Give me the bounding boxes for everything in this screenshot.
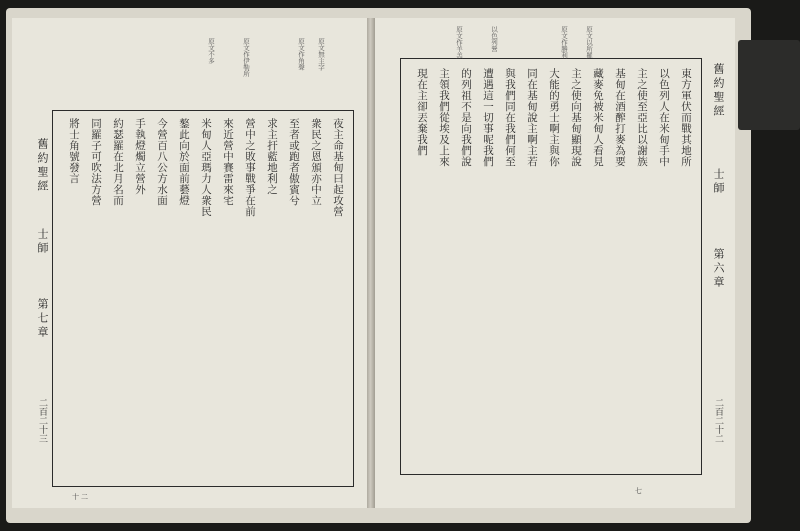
left-col-1: 夜主命基甸曰起攻營 — [332, 118, 344, 217]
left-footer: 十二 — [72, 493, 90, 501]
left-note-4: 原文不多 — [207, 38, 215, 64]
right-note-4: 原文作羊羔 — [455, 26, 463, 59]
left-folio: 二百二十三 — [37, 398, 47, 443]
right-col-12: 主領我們從埃及上來 — [438, 68, 450, 167]
left-note-3: 原文作伊勒所 — [242, 38, 250, 77]
right-folio: 二百二十二 — [713, 398, 723, 443]
left-col-11: 約瑟羅在北月名而 — [112, 118, 124, 206]
left-col-4: 求主扞藍地利之 — [266, 118, 278, 195]
left-note-2: 原文作角聲 — [297, 38, 305, 71]
right-col-10: 遭遇這一切事呢我們 — [482, 68, 494, 167]
left-col-12: 同羅子可吹法方營 — [90, 118, 102, 206]
right-note-3: 以色列營 — [490, 26, 498, 52]
right-book-name: 士師 — [712, 168, 725, 196]
right-col-6: 主之使向基甸顯現說 — [570, 68, 582, 167]
left-book-label: 舊約聖經 — [36, 138, 49, 194]
right-footer: 七 — [635, 487, 644, 495]
left-col-9: 今營百八公方水面 — [156, 118, 168, 206]
right-col-3: 主之使至亞比以謝族 — [636, 68, 648, 167]
right-col-11: 的列祖不是向我們說 — [460, 68, 472, 167]
left-col-2: 衆民之恩頒亦中立 — [310, 118, 322, 206]
right-note-1: 原文以所羅 — [585, 26, 593, 59]
left-col-13: 將士角號發言 — [68, 118, 80, 184]
right-col-8: 同在基甸說主啊主若 — [526, 68, 538, 167]
right-col-4: 基甸在酒醡打麥為要 — [614, 68, 626, 167]
right-page — [375, 18, 735, 508]
right-col-5: 藏麥免被米甸人看見 — [592, 68, 604, 167]
right-col-2: 以色列人在米甸手中 — [658, 68, 670, 167]
right-col-9: 與我們同在我們何至 — [504, 68, 516, 167]
left-col-3: 至者或跑者傲賓兮 — [288, 118, 300, 206]
left-col-8: 鏊此向於面前藝燈 — [178, 118, 190, 206]
left-chapter: 第七章 — [36, 298, 49, 340]
right-book-label: 舊約聖經 — [712, 63, 725, 119]
left-page — [12, 18, 367, 508]
right-col-13: 現在主卻丟棄我們 — [416, 68, 428, 156]
right-col-1: 東方軍伏而戰其地所 — [680, 68, 692, 167]
left-note-1: 原文無主字 — [317, 38, 325, 71]
book-block-edge — [738, 40, 800, 130]
right-col-7: 大能的勇士啊主與你 — [548, 68, 560, 167]
left-col-5: 營中之敗事戰爭在前 — [244, 118, 256, 217]
left-col-10: 手執燈燭立營外 — [134, 118, 146, 195]
right-note-2: 原文作勝利 — [560, 26, 568, 59]
right-chapter: 第六章 — [712, 248, 725, 290]
left-col-6: 來近營中賽雷來宅 — [222, 118, 234, 206]
left-col-7: 米甸人亞瑪力人衆民 — [200, 118, 212, 217]
left-book-name: 士師 — [36, 228, 49, 256]
